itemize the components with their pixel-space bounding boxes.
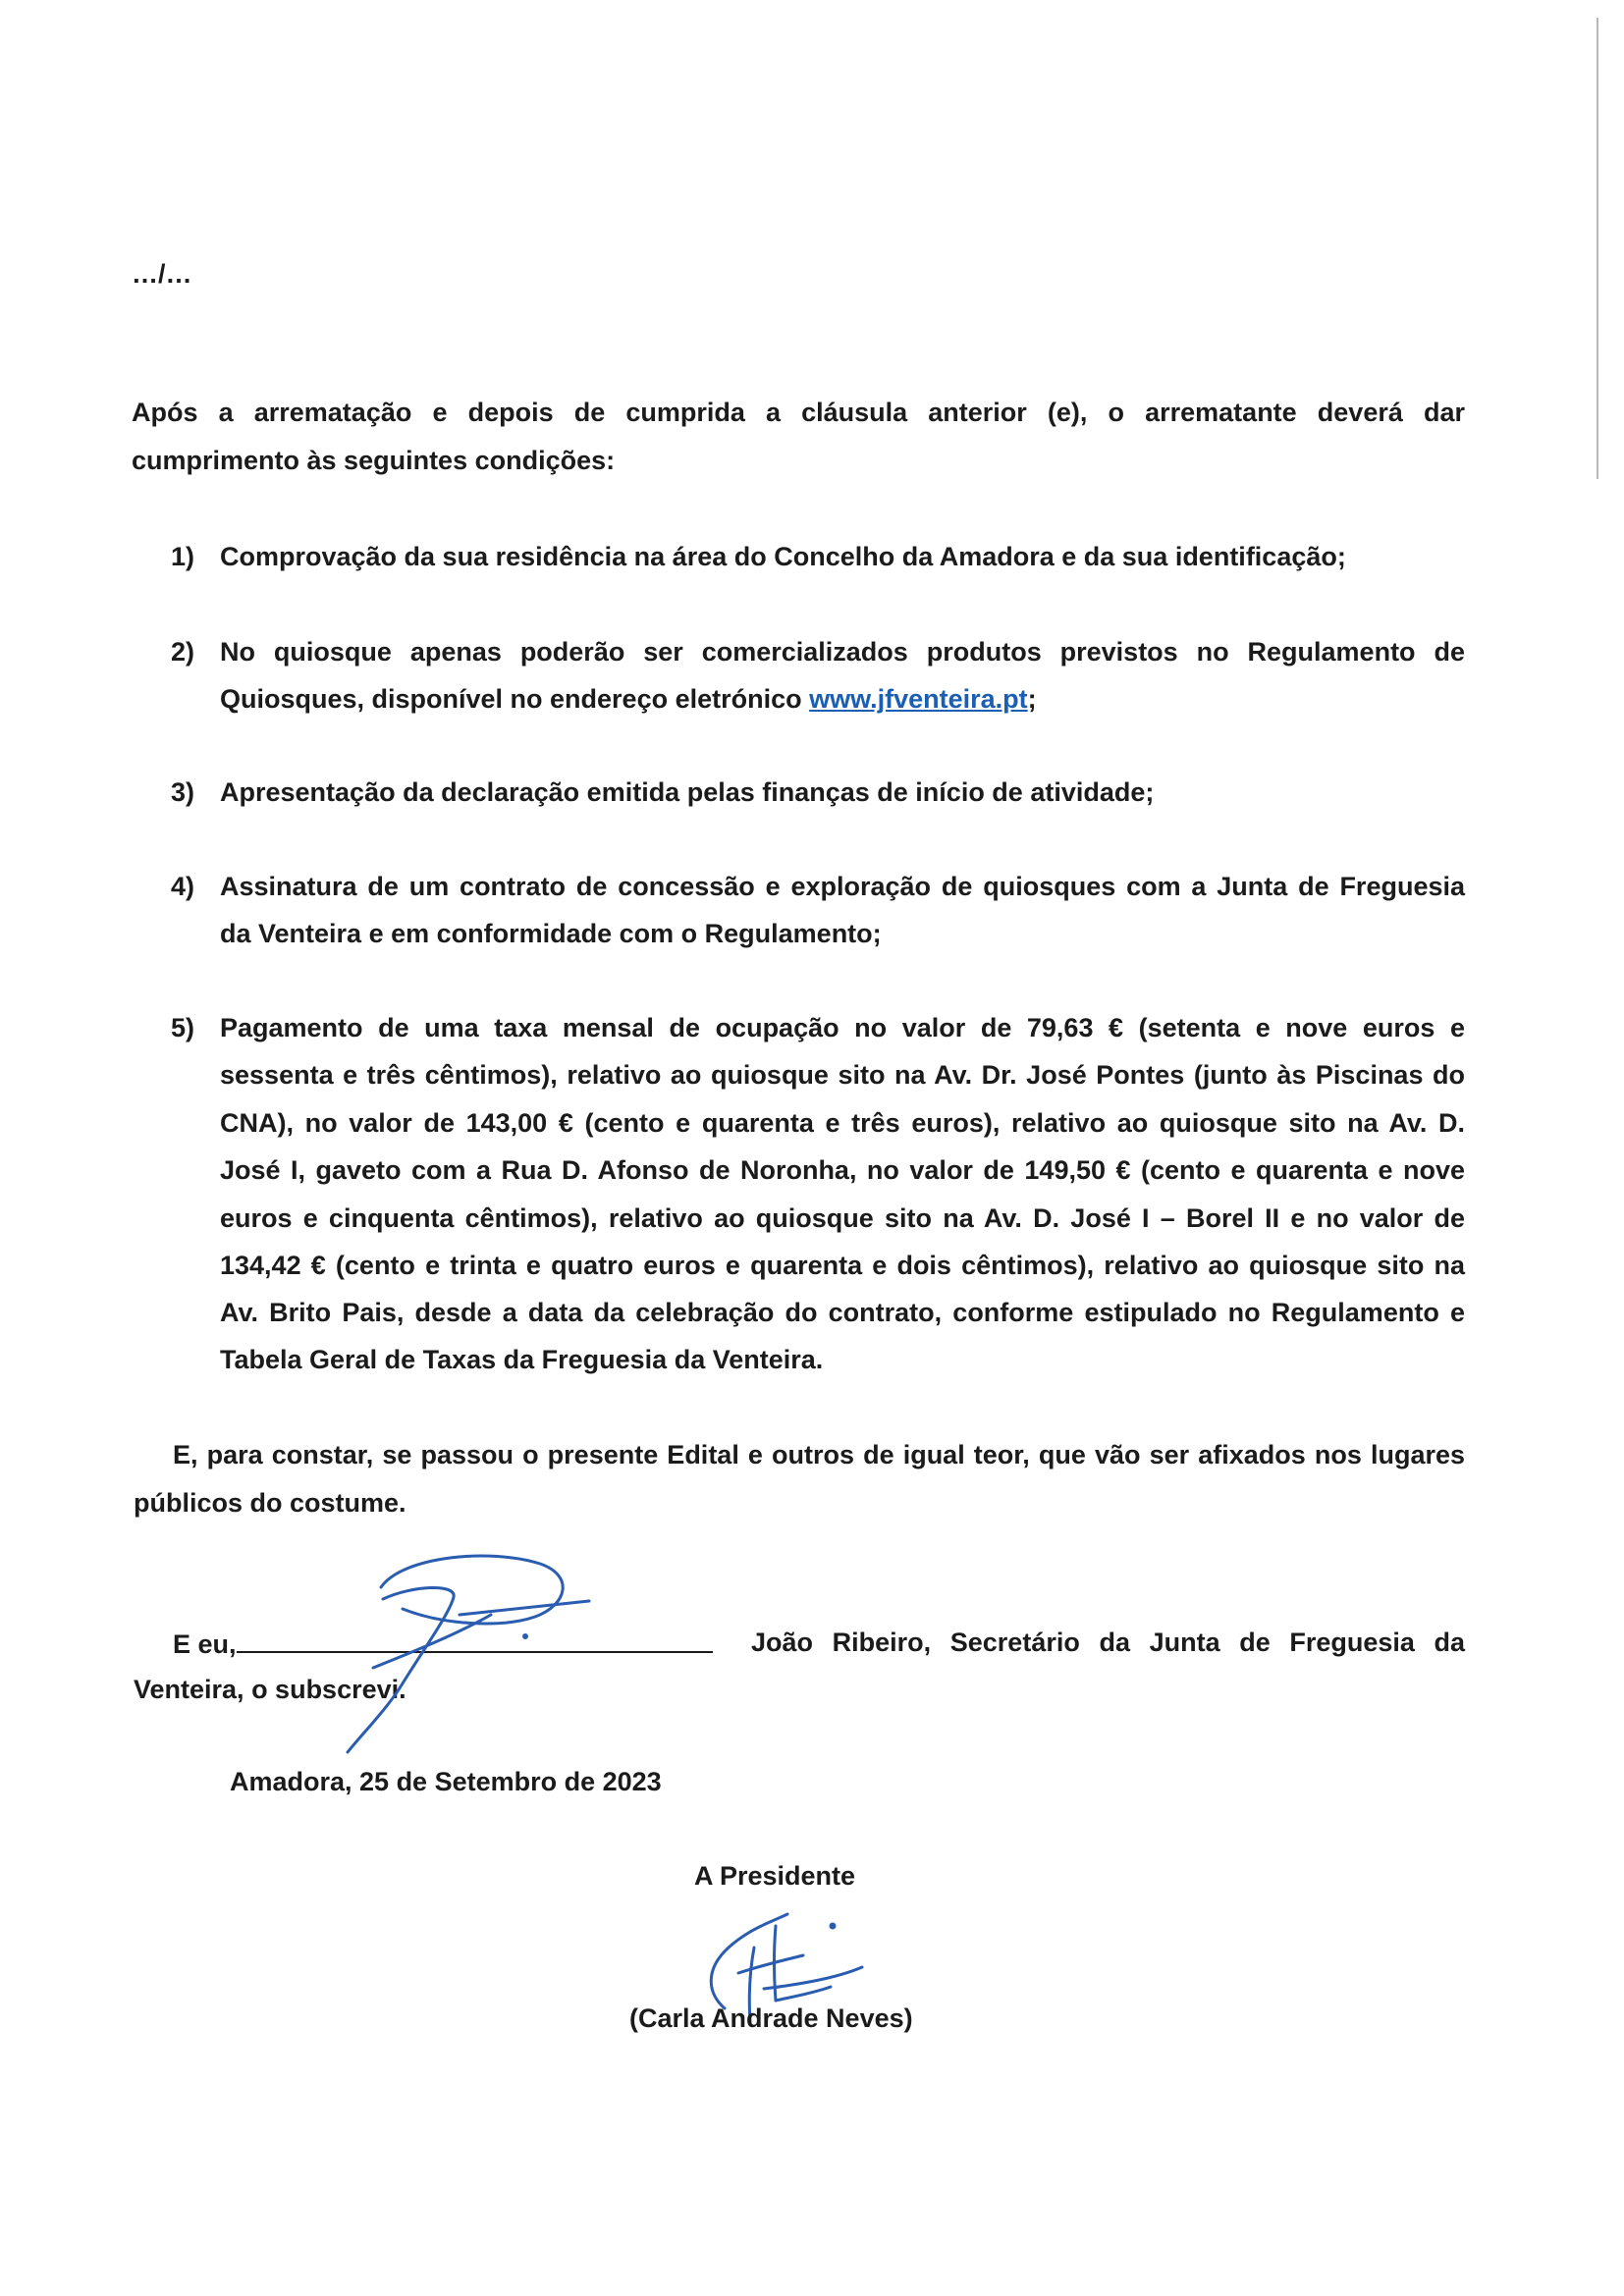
item-5-line-8: Tabela Geral de Taxas da Freguesia da Venteira.: [220, 1345, 824, 1374]
item-number: 3): [171, 777, 195, 807]
continuation-mark: …/…: [132, 259, 192, 289]
president-name: (Carla Andrade Neves): [629, 2003, 913, 2033]
website-link[interactable]: www.jfventeira.pt: [809, 684, 1028, 714]
item-5-line-4: José I, gaveto com a Rua D. Afonso de Noronha, no valor de 149,50 € (cento e quarenta e nove: [220, 1155, 1465, 1185]
item-5-line-7: Av. Brito Pais, desde a data da celebração do contrato, conforme estipulado no Regulamento e: [220, 1298, 1465, 1327]
item-2-punctuation: ;: [1027, 684, 1037, 714]
intro-line-2: cumprimento às seguintes condições:: [132, 446, 616, 475]
item-5-line-2: sessenta e três cêntimos), relativo ao quiosque sito na Av. Dr. José Pontes (junto às Piscinas do: [220, 1060, 1465, 1090]
item-5-line-5: euros e cinquenta cêntimos), relativo ao quiosque sito na Av. D. José I – Borel II e no valor de: [220, 1203, 1465, 1233]
secretary-signature: [334, 1536, 609, 1762]
subscription-suffix: João Ribeiro, Secretário da Junta de Freguesia da: [751, 1628, 1465, 1657]
item-5-line-3: CNA), no valor de 143,00 € (cento e quarenta e três euros), relativo ao quiosque sito na Av. D.: [220, 1108, 1465, 1138]
item-2-line-2: [220, 682, 1037, 716]
subscription-eu: E eu,: [173, 1629, 237, 1659]
president-title: A Presidente: [694, 1861, 856, 1891]
place-date: Amadora, 25 de Setembro de 2023: [230, 1767, 662, 1796]
item-2-text: Quiosques, disponível no endereço eletrónico: [220, 684, 810, 714]
item-2-line-1: No quiosque apenas poderão ser comercializados produtos previstos no Regulamento de: [220, 637, 1465, 667]
item-3-line: Apresentação da declaração emitida pelas finanças de início de atividade;: [220, 777, 1155, 807]
closing-line-2: públicos do costume.: [134, 1488, 406, 1518]
item-5-line-1: Pagamento de uma taxa mensal de ocupação no valor de 79,63 € (setenta e nove euros e: [220, 1013, 1465, 1042]
item-4-line-2: da Venteira e em conformidade com o Regulamento;: [220, 919, 882, 948]
intro-line-1: Após a arrematação e depois de cumprida a cláusula anterior (e), o arrematante deverá dar: [132, 398, 1465, 427]
item-number: 1): [171, 542, 195, 571]
closing-line-1: E, para constar, se passou o presente Edital e outros de igual teor, que vão ser afixados nos lugares: [173, 1440, 1465, 1469]
item-1-line: Comprovação da sua residência na área do Concelho da Amadora e da sua identificação;: [220, 542, 1346, 571]
scan-edge-line: [1597, 18, 1598, 479]
item-number: 2): [171, 637, 195, 667]
item-number: 4): [171, 872, 195, 901]
item-number: 5): [171, 1013, 195, 1042]
item-4-line-1: Assinatura de um contrato de concessão e exploração de quiosques com a Junta de Freguesia: [220, 872, 1465, 901]
subscription-line-2: Venteira, o subscrevi.: [134, 1675, 406, 1704]
item-5-line-6: 134,42 € (cento e trinta e quatro euros e quarenta e dois cêntimos), relativo ao quiosque sito na: [220, 1251, 1465, 1280]
